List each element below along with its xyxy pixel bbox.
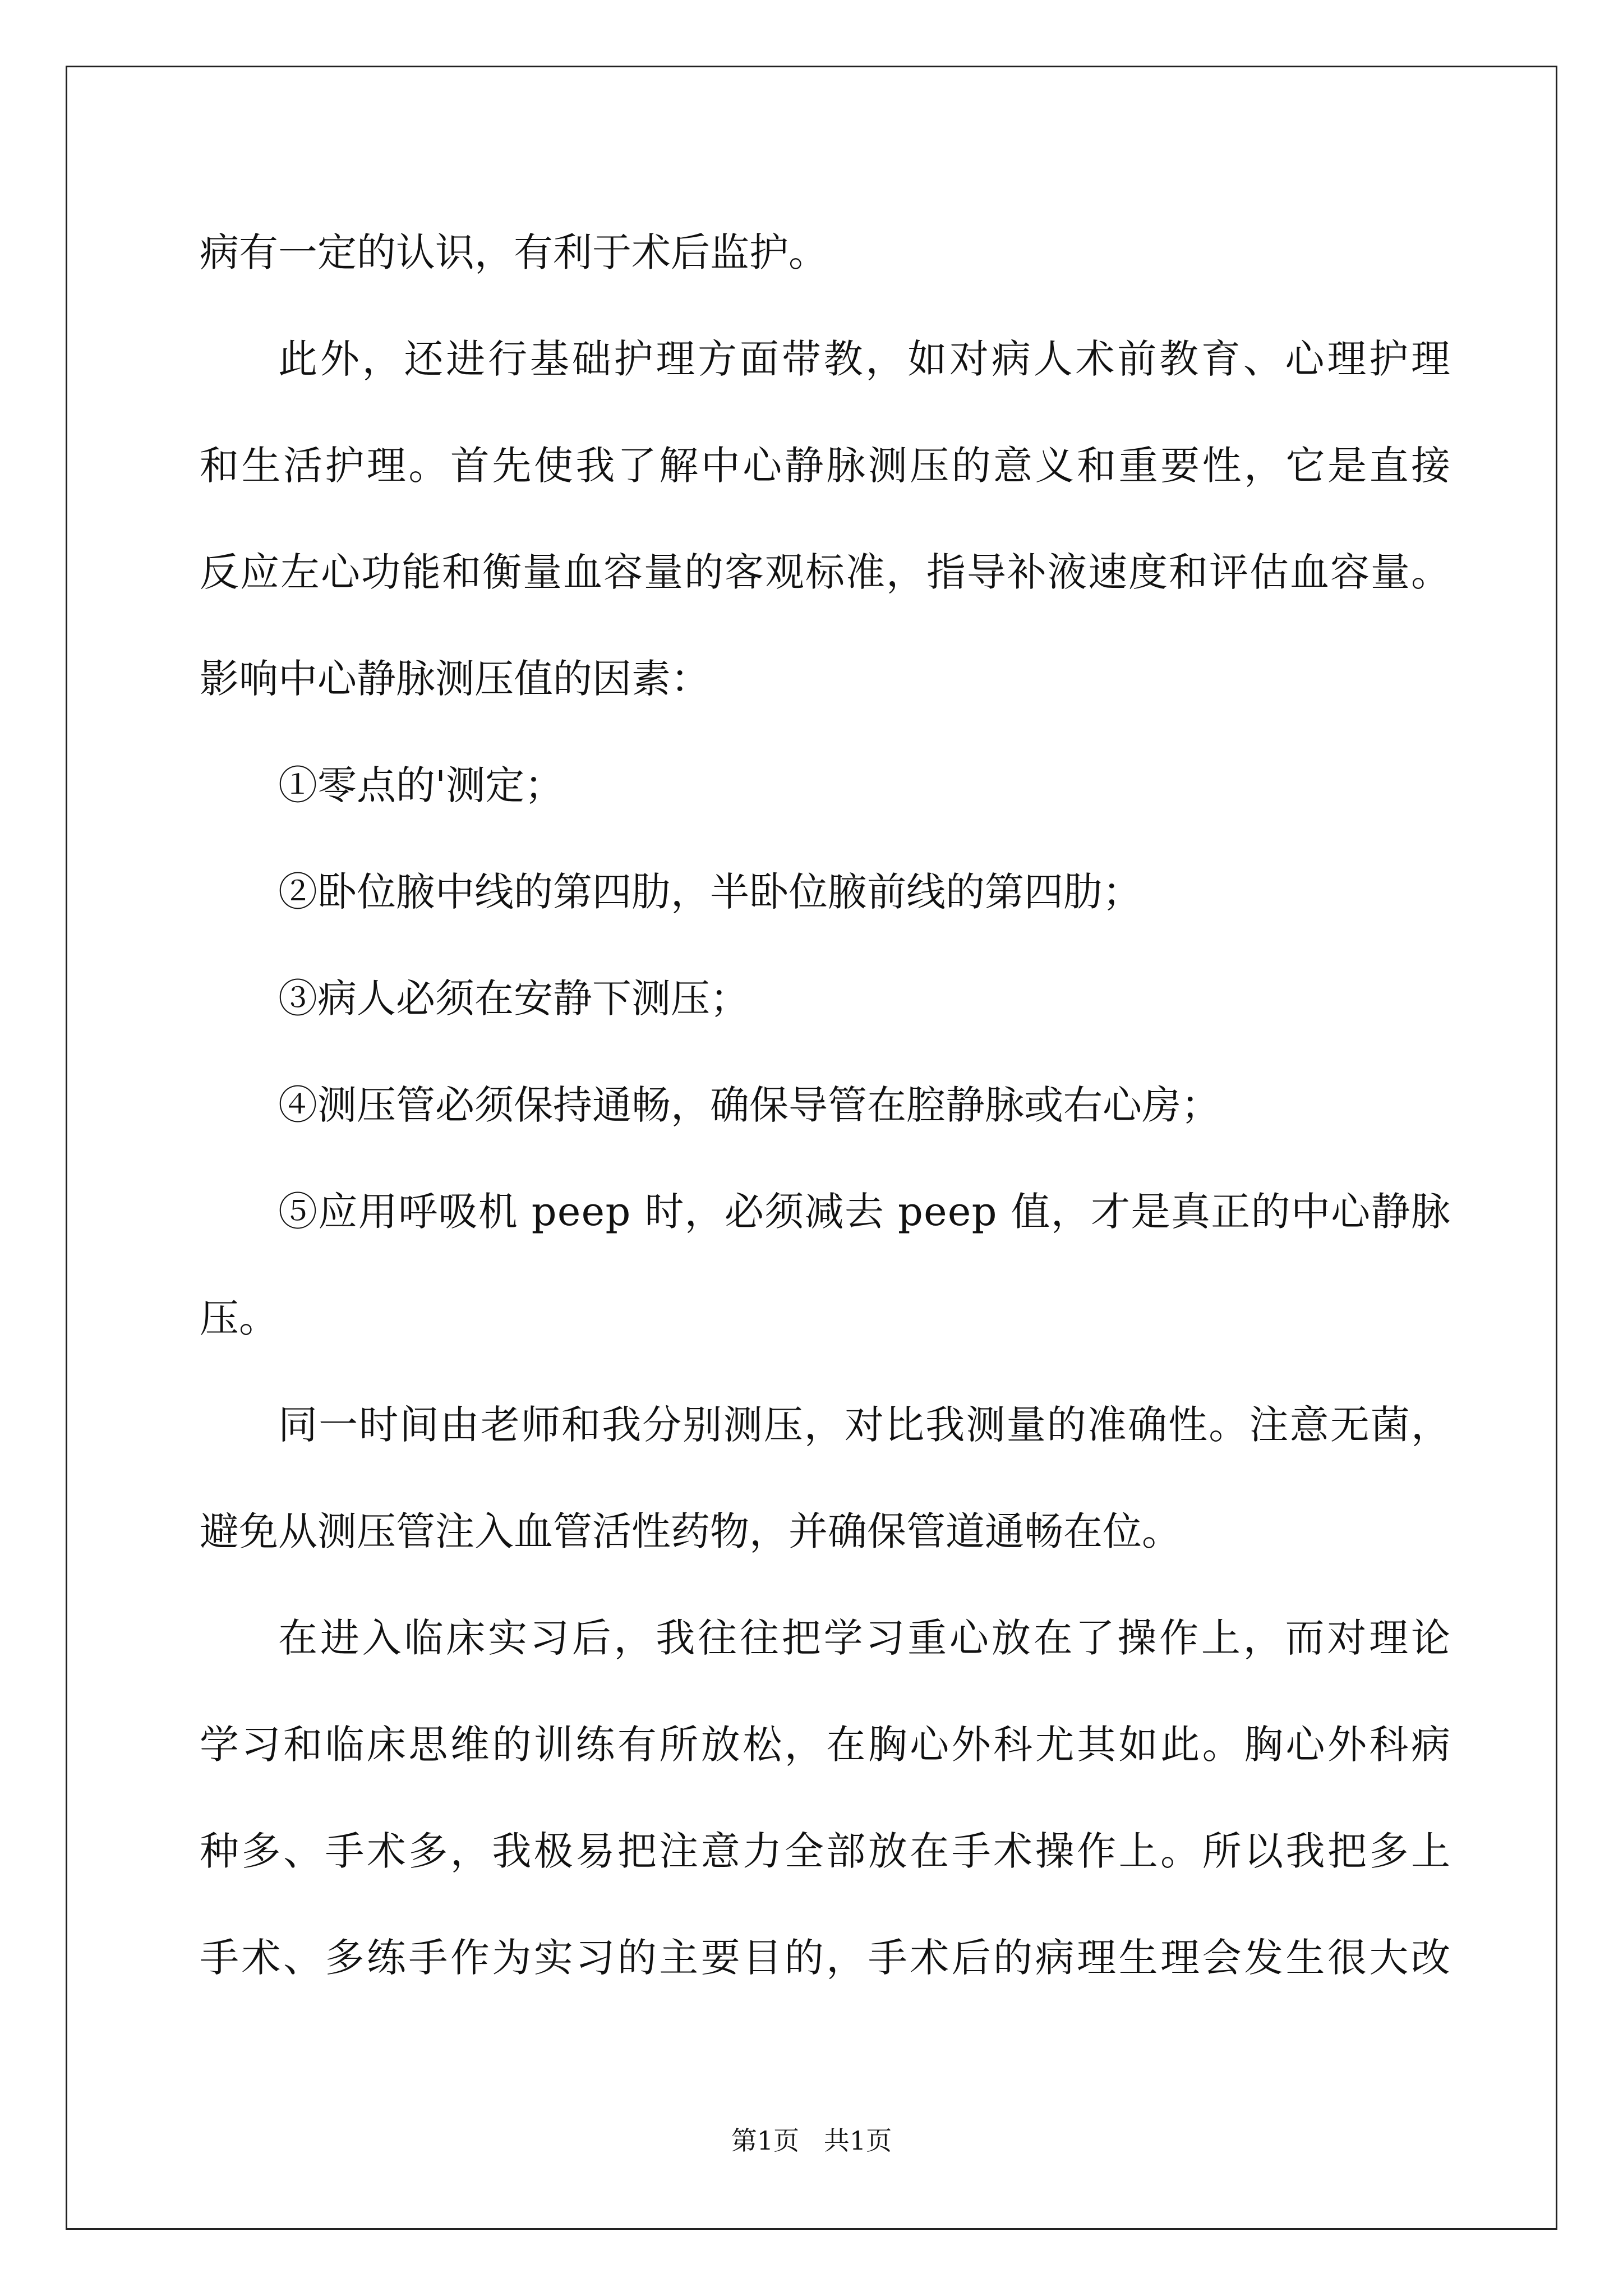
- list-item: ④测压管必须保持通畅，确保导管在腔静脉或右心房；: [278, 1082, 1220, 1128]
- text-line: 和生活护理。首先使我了解中心静脉测压的意义和重要性，它是直接: [200, 443, 1453, 489]
- list-item: ②卧位腋中线的第四肋，半卧位腋前线的第四肋；: [278, 869, 1142, 915]
- text-line: 病有一定的认识，有利于术后监护。: [200, 229, 828, 275]
- list-item: ③病人必须在安静下测压；: [278, 976, 749, 1022]
- text-line: 在进入临床实习后，我往往把学习重心放在了操作上，而对理论: [278, 1615, 1453, 1661]
- text-line: 手术、多练手作为实习的主要目的，手术后的病理生理会发生很大改: [200, 1935, 1453, 1981]
- text-line: 影响中心静脉测压值的因素：: [200, 656, 710, 702]
- text-line: 此外，还进行基础护理方面带教，如对病人术前教育、心理护理: [278, 336, 1453, 382]
- list-item: ①零点的'测定；: [278, 762, 564, 808]
- document-body: [200, 199, 1453, 2011]
- list-item: ⑤应用呼吸机 peep 时，必须减去 peep 值，才是真正的中心静脉: [278, 1189, 1451, 1235]
- text-line: 学习和临床思维的训练有所放松，在胸心外科尤其如此。胸心外科病: [200, 1722, 1453, 1768]
- text-line: 避免从测压管注入血管活性药物，并确保管道通畅在位。: [200, 1508, 1181, 1554]
- text-line: 种多、手术多，我极易把注意力全部放在手术操作上。所以我把多上: [200, 1828, 1453, 1874]
- text-line: 同一时间由老师和我分别测压，对比我测量的准确性。注意无菌，: [278, 1402, 1452, 1448]
- page-number-footer: 第1页 共1页: [731, 2125, 892, 2156]
- text-line: 反应左心功能和衡量血容量的客观标准，指导补液速度和评估血容量。: [200, 549, 1451, 595]
- text-line: 压。: [200, 1295, 278, 1341]
